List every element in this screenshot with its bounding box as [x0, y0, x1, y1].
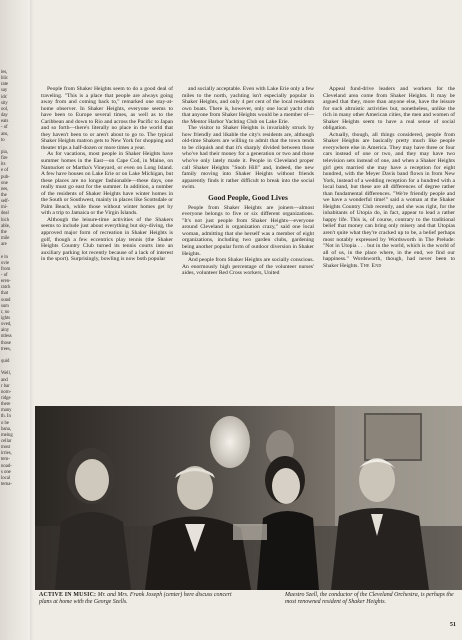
adjacent-page-fragment: most: [1, 445, 11, 451]
adjacent-page-fragment: deal: [1, 211, 9, 217]
adjacent-page-fragment: Well,: [1, 371, 11, 377]
adjacent-page-fragment: from: [1, 266, 11, 272]
adjacent-page-fragment: e in: [1, 254, 8, 260]
adjacent-page-fragment: ratch: [1, 285, 11, 291]
adjacent-page-fragment: o be: [1, 420, 9, 426]
adjacent-page-fragment: cellar: [1, 439, 12, 444]
article-column-2: [182, 86, 314, 404]
adjacent-page-fragment: e of: [1, 168, 9, 174]
adjacent-page-fragment: rate: [1, 82, 8, 88]
adjacent-page-fragment: th. In: [1, 414, 11, 420]
adjacent-page-fragment: ids': [1, 94, 8, 100]
caption-left: [39, 592, 245, 606]
adjacent-page-fragment: mi-: [1, 205, 8, 211]
adjacent-page-fragment: s one: [1, 469, 11, 475]
adjacent-page-fragment: blic: [1, 76, 8, 82]
adjacent-page-fragment: sity: [1, 100, 8, 106]
magazine-page: [35, 0, 462, 640]
adjacent-page-fragment: r, no: [1, 309, 10, 315]
adjacent-page-fragment: local: [1, 475, 11, 481]
end-mark: The End: [360, 262, 382, 269]
adjacent-page-fragment: trees,: [1, 346, 11, 352]
adjacent-page-fragment: irries,: [1, 451, 12, 457]
adjacent-page-fragment: ound: [1, 297, 11, 303]
adjacent-page-fragment: those: [1, 340, 11, 346]
col1-paragraph-1: People from Shaker Heights seem to do a good deal of traveling. "This is a place that people are always going away from and coming back to," remarked one stay-at-home observer. In Shaker Heights, everyone seems to have been to Europe several times, as well as to the Caribbean and down to Rio and across the Pacific to Japan and so forth—there's literally no place in the world that they haven't been to or aren't about to go to. The typical Shaker Heights matron gets to New York for shopping and theater trips a half-dozen or more times a year.: [41, 86, 173, 151]
adjacent-page-fragment: one: [1, 180, 8, 186]
col3-paragraph-2-text: Actually, though, all things considered, people from Shaker Heights are basically pretty much like people everywhere else in America. They may have three or four cars instead of one or two, and they may have two television sets instead of one, and when a Shaker Heights girl gets married she may have a reception for eight hundred, with the Meyer Davis band flown in from New York, instead of a wedding reception for a hundred with a local band, but these are all differences of degree rather than fundamental differences. "We're friendly people and we have a wonderful time!" said a woman at the Shaker Heights Country Club recently, and she was right, for the inhabitants of Utopia do, in fact, appear to lead a rather happy life. This is, of course, contrary to the traditional belief that money can bring only misery and that Utopias aren't quite what they're cracked up to be, a belief perhaps most notably expressed by Wordsworth in The Prelude: "Not in Utopia . . . but in the world, which is the world of all of us, in the place where, in the end, we find our happiness." Wordsworth, though, had never been to Shaker Heights.: [323, 131, 455, 269]
adjacent-page-fragment: and: [1, 377, 8, 383]
adjacent-page-fragment: ainy: [1, 328, 10, 334]
caption-left-text: Mr. and Mrs. Frank Joseph (center) here discuss concert plans at home with the George Szells.: [39, 592, 232, 606]
adjacent-page-fragment: hich: [1, 217, 10, 223]
adjacent-page-fragment: pia,: [1, 149, 8, 155]
adjacent-page-fragment: ridge: [1, 395, 11, 401]
adjacent-page-fragment: sum: [1, 303, 9, 309]
adjacent-page-fragment: able,: [1, 223, 10, 229]
adjacent-page-strip: [0, 0, 33, 640]
adjacent-page-fragment: tern-: [1, 457, 10, 463]
adjacent-page-fragment: bana,: [1, 426, 12, 432]
adjacent-page-fragment: many: [1, 408, 12, 414]
adjacent-page-fragment: its: [1, 162, 6, 168]
adjacent-page-fragment: ovie: [1, 260, 10, 266]
photograph-illustration: [35, 406, 462, 590]
article-column-1: [41, 86, 173, 404]
photo-caption: [35, 592, 462, 626]
adjacent-page-fragment: terna-: [1, 482, 12, 488]
col3-paragraph-1: Appeal fund-drive leaders and workers for the Cleveland area come from Shaker Heights. It may be argued that they, more than anyone else, have the leisure for such altruistic activities but, nonetheless, unlike the rich in many other American cities, the men and women of Shaker Heights seem to have a real sense of social obligation.: [323, 86, 455, 132]
col2-paragraph-4: And people from Shaker Heights are socially conscious. An enormously high percentage of the volunteer nurses' aides, volunteer Red Cross workers, United: [182, 257, 314, 277]
adjacent-page-fragment: to: [1, 137, 5, 143]
col2-paragraph-3: People from Shaker Heights are joiners—almost everyone belongs to five or six different organizations. "It's not just people from Shaker Heights—everyone around Cleveland is organization crazy," said one local woman, admitting that she herself was a member of eight organizations, including two garden clubs, gardening being another popular form of outdoor diversion in Shaker Heights.: [182, 204, 314, 257]
adjacent-page-fragment: fire: [1, 156, 8, 162]
group-photograph: [35, 406, 462, 590]
adjacent-page-fragment: day: [1, 113, 8, 119]
adjacent-page-fragment: meing: [1, 432, 13, 438]
article-column-3: [323, 86, 455, 404]
caption-lead: ACTIVE IN MUSIC:: [39, 592, 97, 598]
col2-paragraph-2: The visitor to Shaker Heights is invariably struck by how friendly and likable the city's residents are, although old-time Shakers are willing to admit that the town tends to be cliquish and that it's sharply divided between those who've had their money for a generation or two and those who've only lately made it. People in Cleveland proper call Shaker Heights "Snob Hill" and, indeed, the new family moving into Shaker Heights without friends apparently finds it rather difficult to break into the social swim.: [182, 125, 314, 191]
adjacent-page-fragment: noad-: [1, 463, 12, 469]
adjacent-page-fragment: there: [1, 402, 11, 408]
article-columns: [41, 86, 455, 404]
adjacent-page-fragment: ntless: [1, 334, 12, 340]
adjacent-page-fragment: ies,: [1, 70, 8, 75]
adjacent-page-fragment: eats: [1, 119, 9, 125]
section-heading: Good People, Good Lives: [208, 192, 288, 202]
adjacent-page-fragment: the: [1, 229, 7, 235]
caption-right: Maestro Szell, the conductor of the Cleveland Orchestra, is perhaps the most renowned resident of Shaker Heights.: [285, 592, 454, 606]
adjacent-page-fragment: self-: [1, 199, 10, 205]
adjacent-page-fragment: are: [1, 242, 7, 248]
col3-paragraph-2: [323, 132, 455, 269]
adjacent-page-fragment: pub-: [1, 174, 10, 180]
col1-paragraph-3: Although the leisure-time activities of the Shakers seems to include just about everything but sky-diving, the approved major form of recreation in Shaker Heights is golf, though a few eccentrics play tennis (the Shaker Heights Country Club turned its tennis courts into an auxiliary parking lot recently because of a lack of interest in the sport). Surprisingly, bowling is now both popular: [41, 216, 173, 263]
adjacent-page-fragment: the: [1, 193, 7, 198]
adjacent-page-fragment: - of: [1, 125, 8, 131]
adjacent-page-fragment: norn-: [1, 389, 12, 395]
adjacent-page-fragment: r bar: [1, 383, 10, 389]
adjacent-page-fragment: oved,: [1, 322, 12, 328]
adjacent-page-fragment: ights: [1, 316, 11, 321]
col2-paragraph-1: and socially acceptable. Even with Lake Erie only a few miles to the north, yachting isn't especially popular in Shaker Heights, and only 4 per cent of the local residents own boats. There is, however, only one local yacht club that anyone from Shaker Heights would be a member of—the Mentor Harbor Yachting Club on Lake Erie.: [182, 86, 314, 125]
adjacent-page-fragment: that: [1, 291, 8, 297]
adjacent-page-fragment: say: [1, 88, 8, 94]
gutter-shadow: [30, 0, 34, 640]
adjacent-page-fragment: ool,: [1, 106, 9, 112]
page-number: 51: [449, 621, 456, 628]
adjacent-page-fragment: mile: [1, 236, 10, 242]
adjacent-page-fragment: quid: [1, 359, 10, 365]
adjacent-page-fragment: nes,: [1, 186, 9, 192]
adjacent-page-fragment: - of: [1, 272, 8, 278]
adjacent-page-fragment: ans,: [1, 131, 9, 137]
col1-paragraph-2: As for vacations, most people in Shaker Heights have summer homes in the East—on Cape Cod, in Maine, on Nantucket or Martha's Vineyard, or even on Long Island. A few have houses on Lake Erie or on Lake Michigan, but these places are no longer fashionable—these days, one really must go east for the summer. In addition, a number of the residents of Shaker Heights have winter homes in the South or Southwest, mainly in places like Scottsdale or Palm Beach, while those without winter homes get by with a trip to Jamaica or the Virgin Islands.: [41, 151, 173, 217]
adjacent-page-fragment: eren-: [1, 279, 11, 285]
